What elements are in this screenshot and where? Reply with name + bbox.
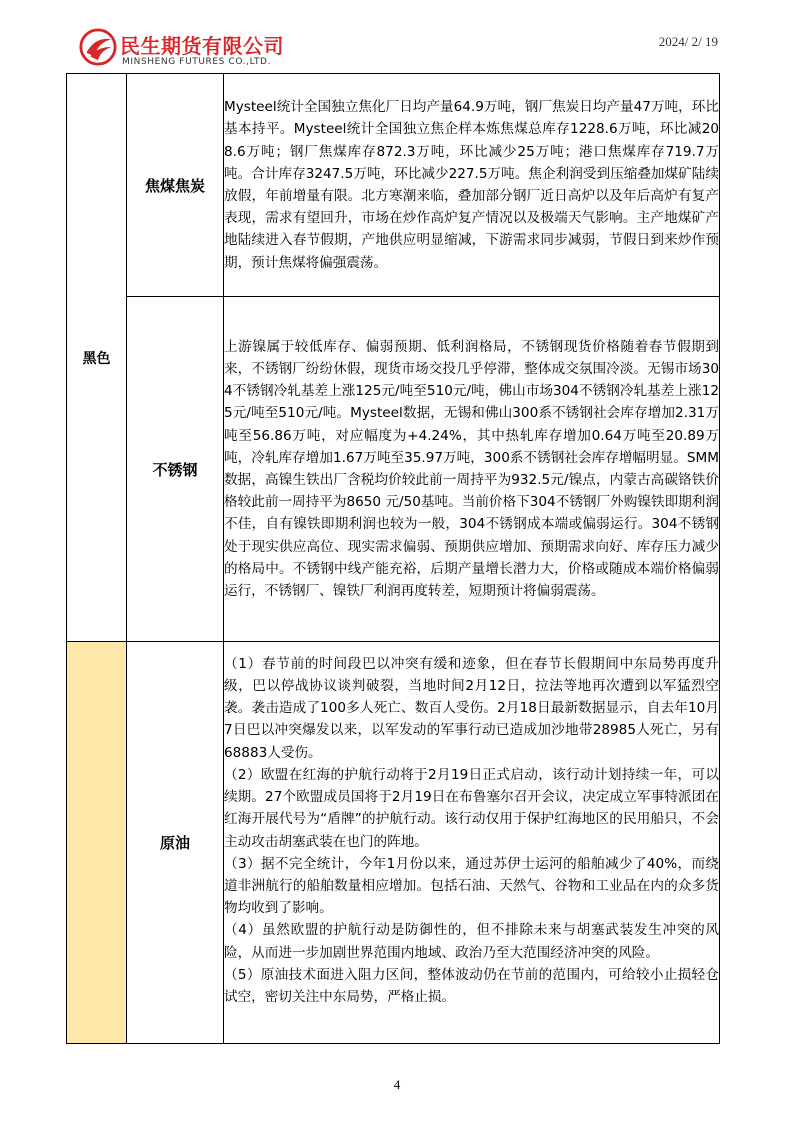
commentary-paragraph: （4）虽然欧盟的护航行动是防御性的，但不排除未来与胡塞武装发生冲突的风险，从而进一步加剧世界范围内地域、政治乃至大范围经济冲突的风险。 (224, 922, 719, 961)
commentary-paragraph: Mysteel统计全国独立焦化厂日均产量64.9万吨，钢厂焦炭日均产量47万吨，环比基本持平。Mysteel统计全国独立焦企样本炼焦煤总库存1228.6万吨，环比减208.6万吨；钢厂焦煤库存872.3万吨，环比减少25万吨；港口焦煤库存719.7万吨。合计库存3247.5万吨，环比减少227.5万吨。焦企利润受到压缩叠加煤矿陆续放假，年前增量有限。北方寒潮来临，叠加部分钢厂近日高炉以及年后高炉有复产表现，需求有望回升，市场在炒作高炉复产情况以及极端天气影响。主产地煤矿产地陆续进入春节假期，产地供应明显缩减，下游需求同步减弱，节假日到来炒作预期，预计焦煤将偏强震荡。 (224, 99, 719, 271)
commodity-commentary (224, 642, 720, 1044)
bottom-spacer (224, 1008, 719, 1032)
page-header (0, 0, 794, 80)
commodity-table (66, 73, 720, 1044)
minsheng-logo-icon (79, 28, 117, 66)
table-row (67, 297, 720, 642)
commodity-name: 焦煤焦炭 (127, 74, 224, 297)
commentary-paragraph: （5）原油技术面进入阻力区间，整体波动仍在节前的范围内，可给较小止损轻仓试空，密切关注中东局势，严格止损。 (224, 966, 719, 1005)
company-name-cn: 民生期货有限公司 (120, 34, 284, 58)
commentary-paragraph: （2）欧盟在红海的护航行动将于2月19日正式启动，该行动计划持续一年，可以续期。27个欧盟成员国将于2月19日在布鲁塞尔召开会议，决定成立军事特派团在红海开展代号为“盾牌”的护航行动。该行动仅用于保护红海地区的民用船只，不会主动攻击胡塞武装在也门的阵地。 (224, 766, 719, 850)
commodity-name: 原油 (127, 642, 224, 1044)
category-cell-black: 黑色 (67, 74, 127, 642)
report-date: 2024/ 2/ 19 (658, 34, 718, 49)
commodity-commentary (224, 74, 720, 297)
category-cell-energy (67, 642, 127, 1044)
commodity-commentary (224, 297, 720, 642)
commentary-paragraph: （3）据不完全统计，今年1月份以来，通过苏伊士运河的船舶减少了40%，而绕道非洲航行的船舶数量相应增加。包括石油、天然气、谷物和工业品在内的众多货物均收到了影响。 (224, 855, 719, 917)
page-number: 4 (393, 1077, 401, 1092)
commodity-name: 不锈钢 (127, 297, 224, 642)
commentary-paragraph: （1）春节前的时间段巴以冲突有缓和迹象，但在春节长假期间中东局势再度升级，巴以停战协议谈判破裂，当地时间2月12日，拉法等地再次遭到以军猛烈空袭。袭击造成了100多人死亡、数百人受伤。2月18日最新数据显示，自去年10月7日巴以冲突爆发以来，以军发动的军事行动已造成加沙地带28985人死亡，另有68883人受伤。 (224, 655, 719, 761)
company-name-en: MINSHENG FUTURES CO.,LTD. (122, 57, 272, 67)
commentary-paragraph: 上游镍属于较低库存、偏弱预期、低利润格局，不锈钢现货价格随着春节假期到来，不锈钢厂纷纷休假，现货市场交投几乎停滞，整体成交氛围冷淡。无锡市场304不锈钢冷轧基差上涨125元/吨至510元/吨，佛山市场304不锈钢冷轧基差上涨125元/吨至510元/吨。Mysteel数据，无锡和佛山300系不锈钢社会库存增加2.31万吨至56.86万吨，对应幅度为+4.24%，其中热轧库存增加0.64万吨至20.89万吨，冷轧库存增加1.67万吨至35.97万吨，300系不锈钢社会库存增幅明显。SMM数据，高镍生铁出厂含税均价较此前一周持平为932.5元/镍点，内蒙古高碳铬铁价格较此前一周持平为8650 元/50基吨。当前价格下304不锈钢厂外购镍铁即期利润不佳，自有镍铁即期利润也较为一般，304不锈钢成本端或偏弱运行。304不锈钢处于现实供应高位、现实需求偏弱、预期供应增加、预期需求向好、库存压力减少的格局中。不锈钢中线产能充裕，后期产量增长潜力大，价格或随成本端价格偏弱运行，不锈钢厂、镍铁厂利润再度转差，短期预计将偏弱震荡。 (224, 338, 719, 600)
table-row (67, 74, 720, 297)
table-row (67, 642, 720, 1044)
